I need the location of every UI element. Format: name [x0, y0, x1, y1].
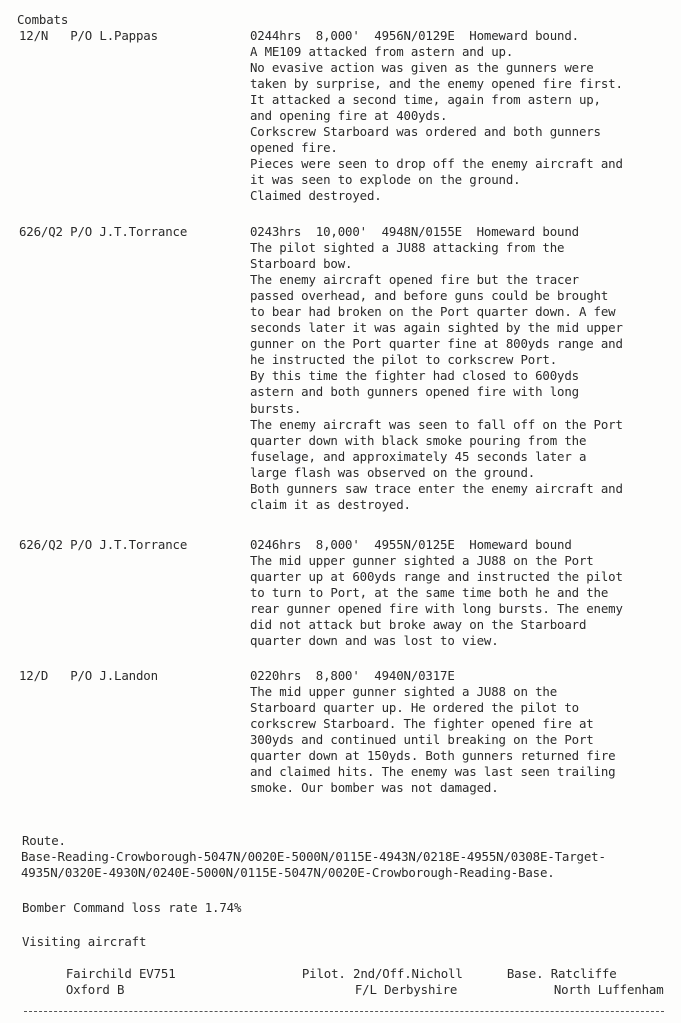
- aircraft-type: Oxford B: [65, 982, 125, 997]
- report-line: Claimed destroyed.: [250, 188, 382, 204]
- report-line: By this time the fighter had closed to 600yds: [250, 368, 579, 384]
- aircraft-id: 626/Q2: [19, 224, 63, 239]
- report-line: to bear had broken on the Port quarter down. A few: [250, 304, 616, 320]
- combat-report: [250, 28, 675, 205]
- pilot-name: P/O J.Landon: [70, 668, 158, 683]
- combat-report: [250, 668, 675, 796]
- report-line: quarter down with black smoke pouring from the: [250, 432, 587, 448]
- base-name: Ratcliffe: [550, 966, 617, 981]
- route-label: Route.: [22, 833, 66, 848]
- aircraft-id: 626/Q2: [19, 537, 63, 552]
- report-line: claim it as destroyed.: [250, 496, 411, 512]
- report-line: The mid upper gunner sighted a JU88 on the Port: [250, 553, 594, 569]
- pilot-name: 2nd/Off.Nicholl: [353, 966, 463, 981]
- visiting-row: [22, 966, 124, 1014]
- report-line: Pieces were seen to drop off the enemy aircraft and: [250, 156, 623, 172]
- report-line: The pilot sighted a JU88 attacking from the: [250, 240, 565, 256]
- report-line: quarter down at 150yds. Both gunners returned fire: [250, 748, 616, 764]
- combat-report: [250, 224, 675, 513]
- report-line: and claimed hits. The enemy was last seen trailing: [250, 764, 616, 780]
- base-label: Base.: [506, 966, 544, 981]
- route-line: Base-Reading-Crowborough-5047N/0020E-5000N/0115E-4943N/0218E-4955N/0308E-Target-: [21, 849, 606, 864]
- pilot-name: F/L Derbyshire: [354, 982, 458, 997]
- report-line: rear gunner opened fire with long bursts. The enemy: [250, 601, 623, 617]
- pilot-name: P/O L.Pappas: [70, 28, 158, 43]
- crew-ident: [19, 668, 158, 684]
- report-line: A ME109 attacked from astern and up.: [250, 44, 514, 60]
- report-line: gunner on the Port quarter fine at 800yds range and: [250, 336, 623, 352]
- pilot-name: P/O J.T.Torrance: [70, 537, 188, 552]
- pilot-label: Pilot.: [301, 966, 346, 981]
- report-line: 0246hrs 8,000' 4955N/0125E Homeward bound: [250, 537, 572, 552]
- report-line: Both gunners saw trace enter the enemy aircraft and: [250, 480, 623, 496]
- report-line: taken by surprise, and the enemy opened fire first.: [250, 76, 623, 92]
- loss-rate-text: Bomber Command loss rate 1.74%: [22, 900, 242, 915]
- visiting-label: Visiting aircraft: [22, 934, 147, 949]
- report-line: 300yds and continued until breaking on the Port: [250, 732, 594, 748]
- report-line: 0243hrs 10,000' 4948N/0155E Homeward bound: [250, 224, 579, 239]
- report-line: and opening fire at 400yds.: [250, 108, 448, 124]
- section-heading-combats: Combats: [17, 12, 69, 27]
- report-line: 0244hrs 8,000' 4956N/0129E Homeward bound.: [250, 28, 579, 43]
- report-line: fuselage, and approximately 45 seconds later a: [250, 448, 587, 464]
- report-line: 0220hrs 8,800' 4940N/0317E: [250, 668, 455, 683]
- crew-ident: [19, 537, 187, 553]
- route-section: [22, 833, 606, 881]
- report-line: Starboard quarter up. He ordered the pilot to: [250, 700, 579, 716]
- bottom-divider: [24, 1011, 664, 1012]
- aircraft-type: Fairchild EV751: [65, 966, 176, 981]
- visiting-row: [510, 966, 664, 1014]
- report-line: The enemy aircraft opened fire but the tracer: [250, 272, 579, 288]
- report-line: to turn to Port, at the same time both he and the: [250, 585, 609, 601]
- report-line: Starboard bow.: [250, 256, 353, 272]
- report-line: he instructed the pilot to corkscrew Port.: [250, 352, 558, 368]
- aircraft-id: 12/N: [19, 28, 49, 43]
- report-line: it was seen to explode on the ground.: [250, 172, 521, 188]
- report-line: did not attack but broke away on the Starboard: [250, 617, 587, 633]
- aircraft-id: 12/D: [19, 668, 49, 683]
- report-line: smoke. Our bomber was not damaged.: [250, 780, 499, 796]
- report-line: bursts.: [250, 400, 302, 416]
- report-line: seconds later it was again sighted by the mid upper: [250, 320, 623, 336]
- loss-rate-section: [22, 900, 241, 916]
- report-line: corkscrew Starboard. The fighter opened fire at: [250, 716, 594, 732]
- crew-ident: [19, 224, 187, 240]
- visiting-row: [311, 966, 457, 1014]
- report-line: The enemy aircraft was seen to fall off on the Port: [250, 416, 623, 432]
- report-line: opened fire.: [250, 140, 338, 156]
- route-line: 4935N/0320E-4930N/0240E-5000N/0115E-5047N/0020E-Crowborough-Reading-Base.: [21, 865, 555, 880]
- combat-report: [250, 537, 675, 649]
- report-line: Corkscrew Starboard was ordered and both gunners: [250, 124, 601, 140]
- report-line: quarter up at 600yds range and instructed the pilot: [250, 569, 623, 585]
- base-name: North Luffenham: [553, 982, 664, 997]
- crew-ident: [19, 28, 158, 44]
- report-line: It attacked a second time, again from astern up,: [250, 92, 601, 108]
- report-line: The mid upper gunner sighted a JU88 on the: [250, 684, 558, 700]
- report-line: large flash was observed on the ground.: [250, 464, 536, 480]
- report-line: astern and both gunners opened fire with long: [250, 384, 579, 400]
- report-line: No evasive action was given as the gunners were: [250, 60, 594, 76]
- report-line: quarter down and was lost to view.: [250, 633, 499, 649]
- visiting-aircraft-section: [22, 934, 672, 997]
- report-line: passed overhead, and before guns could be brought: [250, 288, 609, 304]
- pilot-name: P/O J.T.Torrance: [70, 224, 188, 239]
